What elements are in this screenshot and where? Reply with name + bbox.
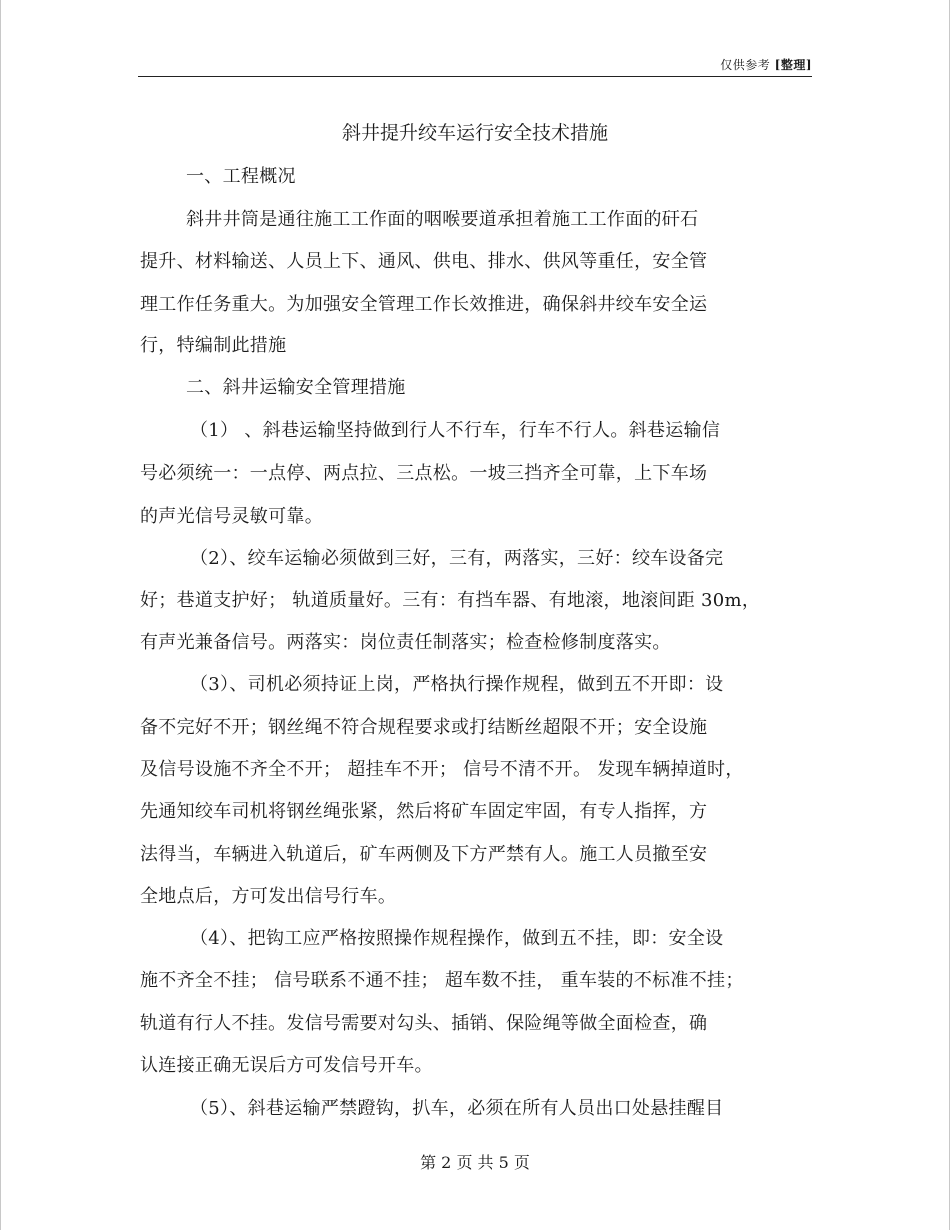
- section1-line: 斜井井筒是通往施工工作面的咽喉要道承担着施工工作面的矸石: [186, 209, 699, 230]
- item3-line: 法得当，车辆进入轨道后，矿车两侧及下方严禁有人。施工人员撤至安: [140, 844, 708, 865]
- item4-line: 认连接正确无误后方可发信号开车。: [140, 1055, 433, 1076]
- document-title: 斜井提升绞车运行安全技术措施: [341, 122, 608, 144]
- section1-line: 理工作任务重大。为加强安全管理工作长效推进，确保斜井绞车安全运: [140, 294, 708, 315]
- item2-line: 有声光兼备信号。两落实：岗位责任制落实；检查检修制度落实。: [140, 632, 671, 653]
- item3-line: 先通知绞车司机将钢丝绳张紧，然后将矿车固定牢固，有专人指挥，方: [140, 801, 708, 822]
- item5-line: （5）、斜巷运输严禁蹬钩，扒车，必须在所有人员出口处悬挂醒目: [190, 1098, 724, 1119]
- item3-line: 备不完好不开；钢丝绳不符合规程要求或打结断丝超限不开；安全设施: [140, 717, 708, 738]
- item4-line: 施不齐全不挂； 信号联系不通不挂； 超车数不挂， 重车装的不标准不挂；: [140, 970, 744, 991]
- section1-line: 行，特编制此措施: [140, 335, 287, 356]
- header-note-bracket: [整理]: [774, 58, 812, 72]
- item1-line: 号必须统一：一点停、两点拉、三点松。一坡三挡齐全可靠，上下车场: [140, 463, 708, 484]
- page-edge-left: [0, 0, 1, 1230]
- item3-line: 及信号设施不齐全不开； 超挂车不开； 信号不清不开。 发现车辆掉道时，: [140, 759, 744, 780]
- item1-line: 的声光信号灵敏可靠。: [140, 506, 323, 527]
- item1-line: （1） 、斜巷运输坚持做到行人不行车，行车不行人。斜巷运输信: [190, 420, 721, 441]
- item3-line: 全地点后，方可发出信号行车。: [140, 886, 397, 907]
- section1-line: 提升、材料输送、人员上下、通风、供电、排水、供风等重任，安全管: [140, 251, 708, 272]
- section2-heading: 二、斜井运输安全管理措施: [186, 377, 406, 398]
- header-rule: [138, 76, 812, 77]
- item2-line: （2）、绞车运输必须做到三好，三有，两落实，三好：绞车设备完: [190, 548, 724, 569]
- item2-line: 好；巷道支护好； 轨道质量好。三有：有挡车器、有地滚，地滚间距 30m，: [140, 590, 761, 611]
- item3-line: （3）、司机必须持证上岗，严格执行操作规程，做到五不开即：设: [190, 674, 724, 695]
- header-note-text: 仅供参考: [720, 58, 771, 72]
- page-footer: 第 2 页 共 5 页: [420, 1153, 530, 1172]
- section1-heading: 一、工程概况: [186, 166, 296, 187]
- header-note: [720, 56, 812, 73]
- item4-line: （4）、把钩工应严格按照操作规程操作，做到五不挂，即：安全设: [190, 928, 724, 949]
- item4-line: 轨道有行人不挂。发信号需要对勾头、插销、保险绳等做全面检查，确: [140, 1013, 708, 1034]
